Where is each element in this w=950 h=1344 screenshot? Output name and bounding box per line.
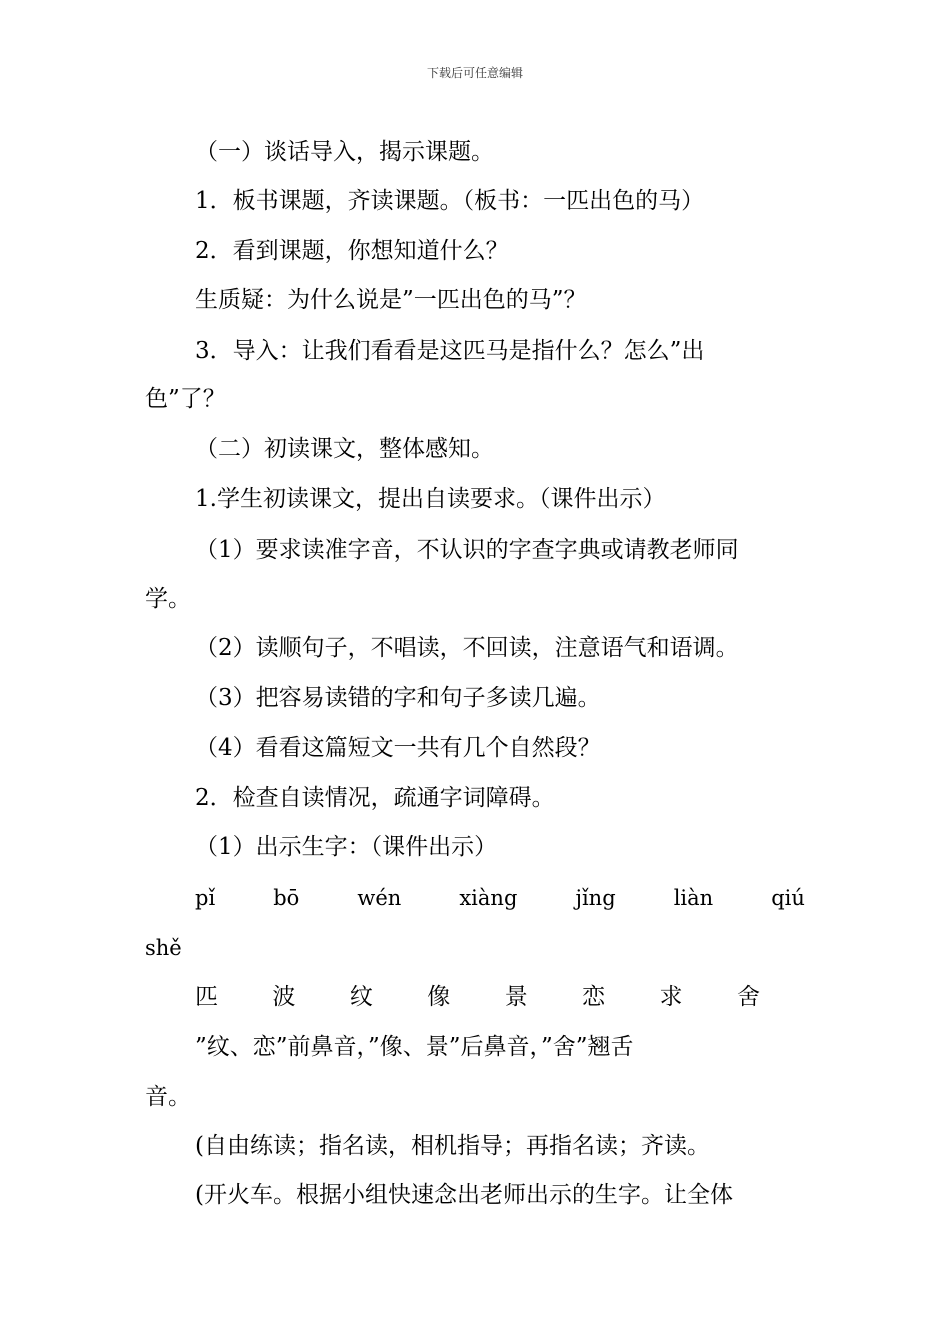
character-row (195, 982, 760, 1012)
paragraph: （3）把容易读错的字和句子多读几遍。 (195, 685, 601, 711)
pinyin-item: bō (273, 886, 300, 910)
character-item: 恋 (582, 984, 606, 1010)
paragraph: （2）读顺句子，不唱读，不回读，注意语气和语调。 (195, 635, 739, 661)
paragraph: （1）出示生字：（课件出示） (195, 834, 498, 860)
character-item: 求 (659, 984, 683, 1010)
character-item: 匹 (195, 984, 218, 1010)
character-item: 舍 (736, 984, 760, 1010)
pinyin-item: wén (357, 886, 402, 910)
pinyin-item: liàn (673, 886, 714, 910)
paragraph-continuation: 色”了？ (145, 386, 226, 412)
paragraph: 生质疑：为什么说是”一匹出色的马”？ (195, 287, 587, 313)
paragraph: 1．板书课题，齐读课题。（板书：一匹出色的马） (195, 188, 705, 214)
paragraph-continuation: 学。 (145, 586, 191, 612)
pinyin-item: jǐng (575, 886, 616, 910)
page-header: 下载后可任意编辑 (426, 66, 523, 80)
paragraph: ”纹、恋”前鼻音，”像、景”后鼻音，”舍”翘舌 (195, 1034, 634, 1060)
section-heading-2: （二）初读课文，整体感知。 (195, 436, 494, 462)
pinyin-item: pǐ (195, 886, 216, 910)
paragraph-continuation: 音。 (145, 1084, 191, 1110)
pinyin-item: xiàng (459, 886, 518, 910)
paragraph: 1.学生初读课文，提出自读要求。（课件出示） (195, 486, 666, 512)
paragraph: 2．检查自读情况，疏通字词障碍。 (195, 785, 555, 811)
character-item: 像 (427, 984, 451, 1010)
paragraph: (自由练读；指名读，相机指导；再指名读；齐读。 (195, 1133, 710, 1159)
paragraph: (开火车。根据小组快速念出老师出示的生字。让全体 (195, 1182, 733, 1208)
paragraph: （1）要求读准字音，不认识的字查字典或请教老师同 (195, 537, 739, 563)
paragraph: 2．看到课题，你想知道什么？ (195, 238, 509, 264)
section-heading-1: （一）谈话导入，揭示课题。 (195, 139, 494, 165)
pinyin-item: qiú (771, 886, 805, 910)
pinyin-item: shě (145, 936, 182, 960)
pinyin-row (195, 883, 805, 913)
paragraph: （4）看看这篇短文一共有几个自然段？ (195, 735, 601, 761)
paragraph: 3．导入：让我们看看是这匹马是指什么？怎么”出 (195, 338, 705, 364)
character-item: 波 (272, 984, 296, 1010)
character-item: 纹 (349, 984, 373, 1010)
character-item: 景 (504, 984, 528, 1010)
